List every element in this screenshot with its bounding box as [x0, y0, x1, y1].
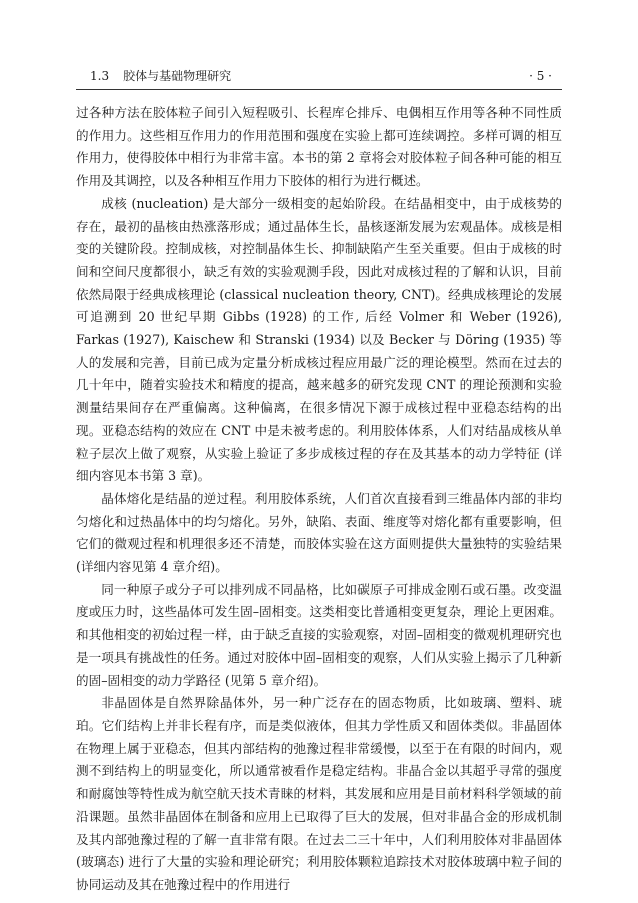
section-title: 胶体与基础物理研究	[123, 69, 232, 83]
paragraph: 非晶固体是自然界除晶体外，另一种广泛存在的固态物质，比如玻璃、塑料、琥珀。它们结构上并非长程有序，而是类似液体，但其力学性质又和固体类似。非晶固体在物理上属于亚稳态，但其内部结构的弛豫过程非常缓慢，以至于在有限的时间内，观测不到结构上的明显变化，所以通常被看作是稳定结构。非晶合金以其超乎寻常的强度和耐腐蚀等特性成为航空航天技术青睐的材料，其发展和应用是目前材料科学领域的前沿课题。虽然非晶固体在制备和应用上已取得了巨大的发展，但对非晶合金的形成机制及其内部弛豫过程的了解一直非常有限。在过去二三十年中，人们利用胶体对非晶固体 (玻璃态) 进行了大量的实验和理论研究；利用胶体颗粒追踪技术对胶体玻璃中粒子间的协同运动及其在弛豫过程中的作用进行	[76, 695, 562, 892]
paragraph: 过各种方法在胶体粒子间引入短程吸引、长程库仑排斥、电偶相互作用等各种不同性质的作用力。这些相互作用力的作用范围和强度在实验上都可连续调控。多样可调的相互作用力，使得胶体中相行为非常丰富。本书的第 2 章将会对胶体粒子间各种可能的相互作用及其调控，以及各种相互作用力下胶体的相行为进行概述。	[76, 105, 562, 189]
running-header	[76, 66, 562, 86]
paragraph: 成核 (nucleation) 是大部分一级相变的起始阶段。在结晶相变中，由于成核势的存在，最初的晶核由热涨落形成；通过晶体生长，晶核逐渐发展为宏观晶体。成核是相变的关键阶段。控制成核，对控制晶体生长、抑制缺陷产生至关重要。但由于成核的时间和空间尺度都很小，缺乏有效的实验观测手段，因此对成核过程的了解和认识，目前依然局限于经典成核理论 (classical nucleation theory, CNT)。经典成核理论的发展可追溯到 20 世纪早期 Gibbs (1928) 的工作, 后经 Volmer 和 Weber (1926), Farkas (1927), Kaischew 和 Stranski (1934) 以及 Becker 与 Döring (1935) 等人的发展和完善，目前已成为定量分析成核过程应用最广泛的理论模型。然而在过去的几十年中，随着实验技术和精度的提高，越来越多的研究发现 CNT 的理论预测和实验测量结果间存在严重偏离。这种偏离，在很多情况下源于成核过程中亚稳态结构的出现。亚稳态结构的效应在 CNT 中是未被考虑的。利用胶体体系，人们对结晶成核从单粒子层次上做了观察，从实验上验证了多步成核过程的存在及其基本的动力学特征 (详细内容见本书第 3 章)。	[76, 195, 562, 484]
paragraph: 同一种原子或分子可以排列成不同晶格，比如碳原子可排成金刚石或石墨。改变温度或压力时，这些晶体可发生固–固相变。这类相变比普通相变更复杂，理论上更困难。和其他相变的初始过程一样，由于缺乏直接的实验观察，对固–固相变的微观机理研究也是一项具有挑战性的任务。通过对胶体中固–固相变的观察，人们从实验上揭示了几种新的固–固相变的动力学路径 (见第 5 章介绍)。	[76, 581, 562, 688]
section-number: 1.3	[90, 69, 110, 83]
header-section	[90, 66, 231, 86]
paragraph: 晶体熔化是结晶的逆过程。利用胶体系统，人们首次直接看到三维晶体内部的非均匀熔化和过热晶体中的均匀熔化。另外，缺陷、表面、维度等对熔化都有重要影响，但它们的微观过程和机理很多还不清楚，而胶体实验在这方面则提供大量独特的实验结果 (详细内容见第 4 章介绍)。	[76, 490, 562, 575]
header-rule	[76, 89, 562, 90]
body-text	[76, 102, 562, 897]
page-number: · 5 ·	[529, 69, 552, 83]
